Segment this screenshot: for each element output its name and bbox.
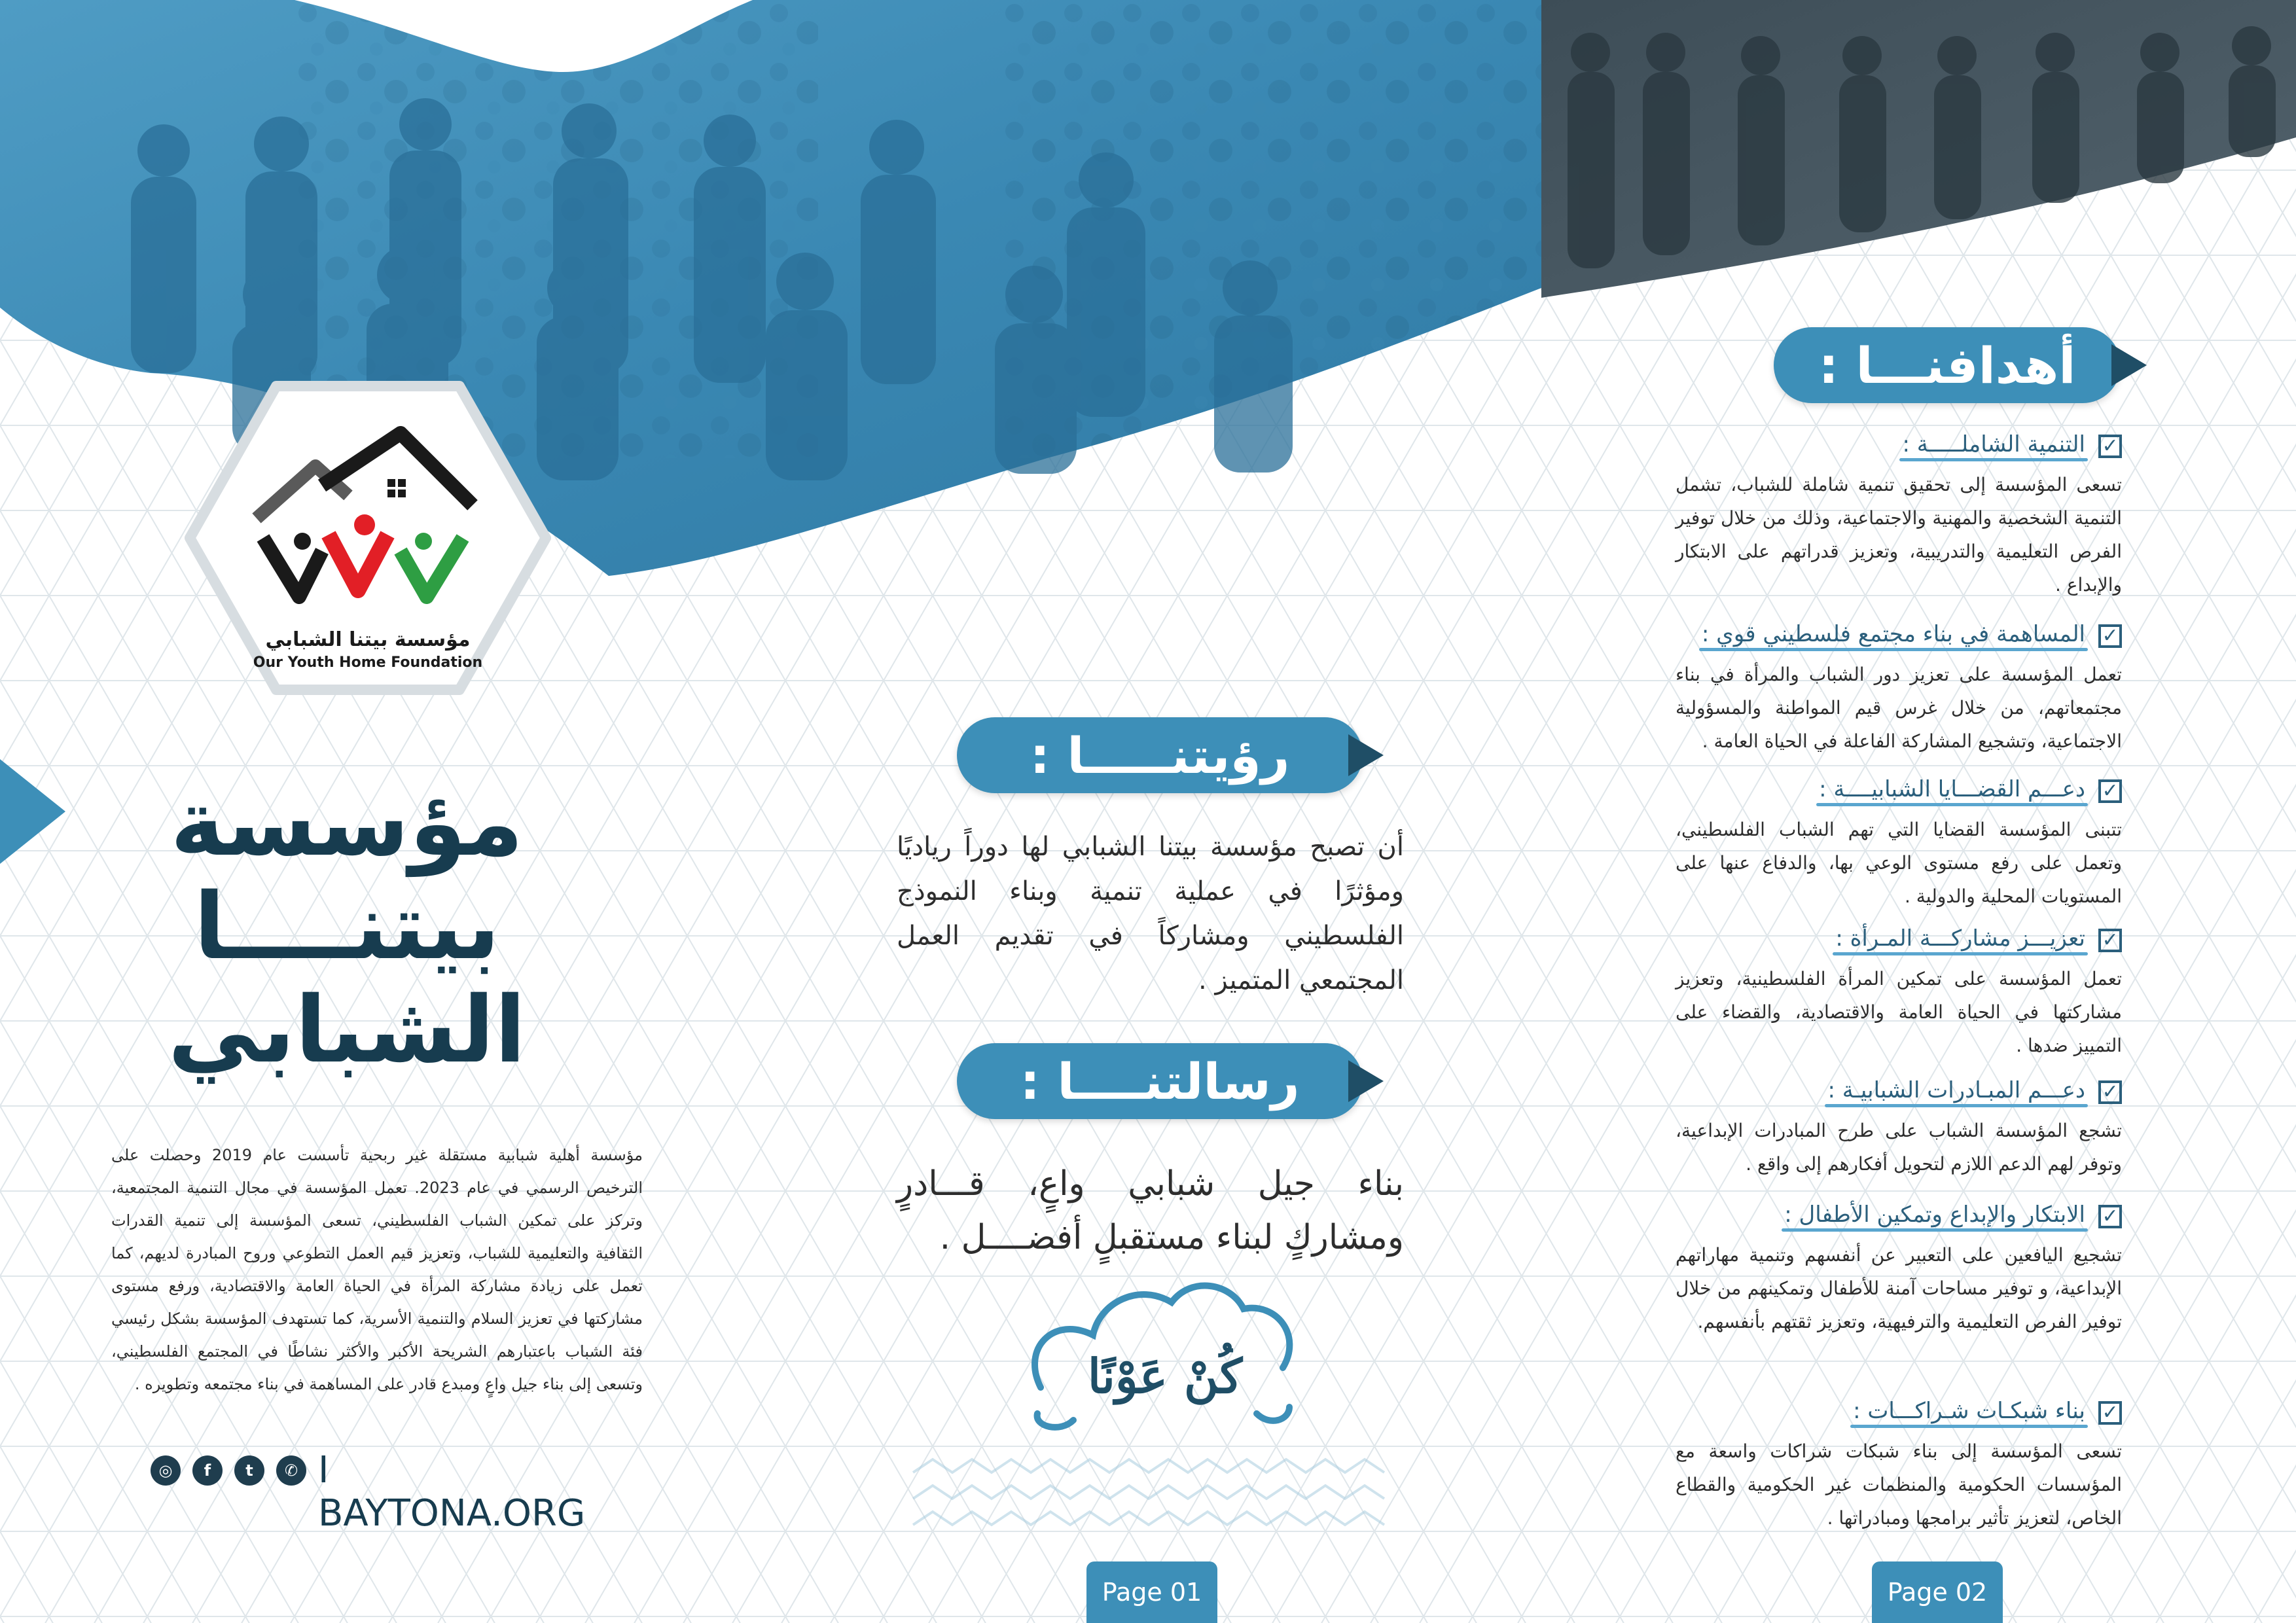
goal-description: تتبنى المؤسسة القضايا التي تهم الشباب الفلسطيني، وتعمل على رفع مستوى الوعي بها، والدفاع عنها على المستويات المحلية والدولية . xyxy=(1676,819,2122,907)
logo-badge xyxy=(185,381,551,695)
mission-heading-arrow xyxy=(1348,1060,1384,1102)
about-paragraph: مؤسسة أهلية شبابية مستقلة غير ربحية تأسست عام 2019 وحصلت على الترخيص الرسمي في عام 2023. تعمل المؤسسة في مجال التنمية المجتمعية، وتركز على تمكين الشباب الفلسطيني، تسعى المؤسسة إلى تنمية القدرات الثقافية والتعليمية للشباب، وتعزيز قيم العمل التطوعي وروح المبادرة لديهم، كما تعمل على زيادة مشاركة المرأة في الحياة العامة والاقتصادية، ورفع مستوى مشاركتها في تعزيز السلام والتنمية الأسرية، كما تستهدف المؤسسة بشكل رئيسي فئة الشباب باعتبارهم الشريحة الأكبر والأكثر نشاطًا في المجتمع الفلسطيني، وتسعى إلى بناء جيل واعٍ ومبدع قادر على المساهمة في بناء مجتمعه وتطويره . xyxy=(111,1146,643,1393)
checkbox-icon: ✓ xyxy=(2098,1080,2122,1104)
slogan: كُنْ عَوْنًا xyxy=(1087,1348,1243,1404)
vision-text: أن تصبح مؤسسة بيتنا الشبابي لها دوراً رياديًا ومؤثرًا في عملية تنمية وبناء النموذج الفلسطيني ومشاركاً في تقديم العمل المجتمعي المتميز . xyxy=(897,832,1404,995)
goal-item xyxy=(1676,1395,2122,1529)
main-title-line1: مؤسسة xyxy=(170,770,524,877)
goal-title: تعزيـــز مشاركـــة المـرأة : xyxy=(1833,925,2088,955)
checkbox-icon: ✓ xyxy=(2098,1401,2122,1425)
logo-name-en: Our Youth Home Foundation xyxy=(253,654,483,671)
logo-name-ar: مؤسسة بيتنا الشبابي xyxy=(265,628,471,651)
goal-description: تعمل المؤسسة على تمكين المرأة الفلسطينية، وتعزيز مشاركتها في الحياة العامة والاقتصادية، والقضاء على التمييز ضدها . xyxy=(1676,968,2122,1056)
main-title-line3: الشبابي xyxy=(168,977,526,1084)
checkbox-icon: ✓ xyxy=(2098,1205,2122,1228)
goals-list xyxy=(1676,429,2122,1529)
mission-text: بناء جيل شبابي واعٍ، قـــادرٍ ومشاركٍ لبناء مستقبلٍ أفضــــل . xyxy=(897,1164,1404,1257)
goal-item xyxy=(1676,923,2122,1075)
mission-heading xyxy=(957,1043,1363,1119)
instagram-icon[interactable]: ◎ xyxy=(151,1455,181,1486)
goal-item xyxy=(1676,1199,2122,1395)
goal-description: تشجع المؤسسة الشباب على طرح المبادرات الإبداعية، وتوفر لهم الدعم اللازم لتحويل أفكارهم إلى واقع . xyxy=(1676,1120,2122,1175)
vision-heading xyxy=(957,717,1363,793)
facebook-icon[interactable]: f xyxy=(192,1455,223,1486)
goal-item xyxy=(1676,774,2122,923)
goal-description: تعمل المؤسسة على تعزيز دور الشباب والمرأة في بناء مجتمعاتهم، من خلال غرس قيم المواطنة والمسؤولية الاجتماعية، وتشجيع المشاركة الفاعلة في الحياة العامة . xyxy=(1676,664,2122,752)
goal-title: الابتكار والإبداع وتمكين الأطفال : xyxy=(1782,1202,2088,1232)
checkbox-icon: ✓ xyxy=(2098,435,2122,458)
website-link[interactable]: I BAYTONA.ORG xyxy=(318,1449,586,1535)
goal-title: التنمية الشاملـــــة : xyxy=(1899,431,2088,461)
goal-item xyxy=(1676,618,2122,774)
goal-title: المساهمة في بناء مجتمع فلسطيني قوي : xyxy=(1699,621,2088,651)
goal-title: بناء شبكـات شـراكـــات : xyxy=(1850,1398,2088,1428)
goal-item xyxy=(1676,1075,2122,1199)
goal-title: دعـــم المبـادرات الشبابيـة : xyxy=(1825,1077,2088,1107)
goals-heading-label: أهدافنـــا : xyxy=(1818,336,2076,395)
vision-heading-label: رؤيتنـــــا : xyxy=(1030,726,1290,785)
checkbox-icon: ✓ xyxy=(2098,929,2122,952)
goals-heading-arrow xyxy=(2111,344,2147,386)
page-number-1: Page 01 xyxy=(1086,1561,1217,1623)
checkbox-icon: ✓ xyxy=(2098,624,2122,648)
goal-description: تسعى المؤسسة إلى بناء شبكات شراكات واسعة مع المؤسسات الحكومية والمنظمات غير الحكومية والقطاع الخاص، لتعزيز تأثير برامجها ومبادراتها . xyxy=(1676,1440,2122,1529)
goal-title: دعـــم القضـــايا الشبابيــــة : xyxy=(1816,776,2088,806)
whatsapp-icon[interactable]: ✆ xyxy=(276,1455,306,1486)
goal-item xyxy=(1676,429,2122,618)
goals-heading xyxy=(1774,327,2121,403)
main-title-line2: بيتنــــا xyxy=(194,874,500,980)
mission-heading-label: رسالتنــــا : xyxy=(1020,1052,1300,1111)
vision-heading-arrow xyxy=(1348,734,1384,776)
main-title xyxy=(131,772,563,1082)
goal-description: تشجيع اليافعين على التعبير عن أنفسهم وتنمية مهاراتهم الإبداعية، و توفير مساحات آمنة للأطفال وتمكينهم من خلال توفير الفرص التعليمية والترفيهية، وتعزيز ثقتهم بأنفسهم. xyxy=(1676,1244,2122,1332)
checkbox-icon: ✓ xyxy=(2098,779,2122,803)
twitter-icon[interactable]: t xyxy=(234,1455,264,1486)
page-number-2: Page 02 xyxy=(1872,1561,2003,1623)
goal-description: تسعى المؤسسة إلى تحقيق تنمية شاملة للشباب، تشمل التنمية الشخصية والمهنية والاجتماعية، وذلك من خلال توفير الفرص التعليمية والتدريبية، وتعزيز قدراتهم على الابتكار والإبداع . xyxy=(1676,474,2122,596)
